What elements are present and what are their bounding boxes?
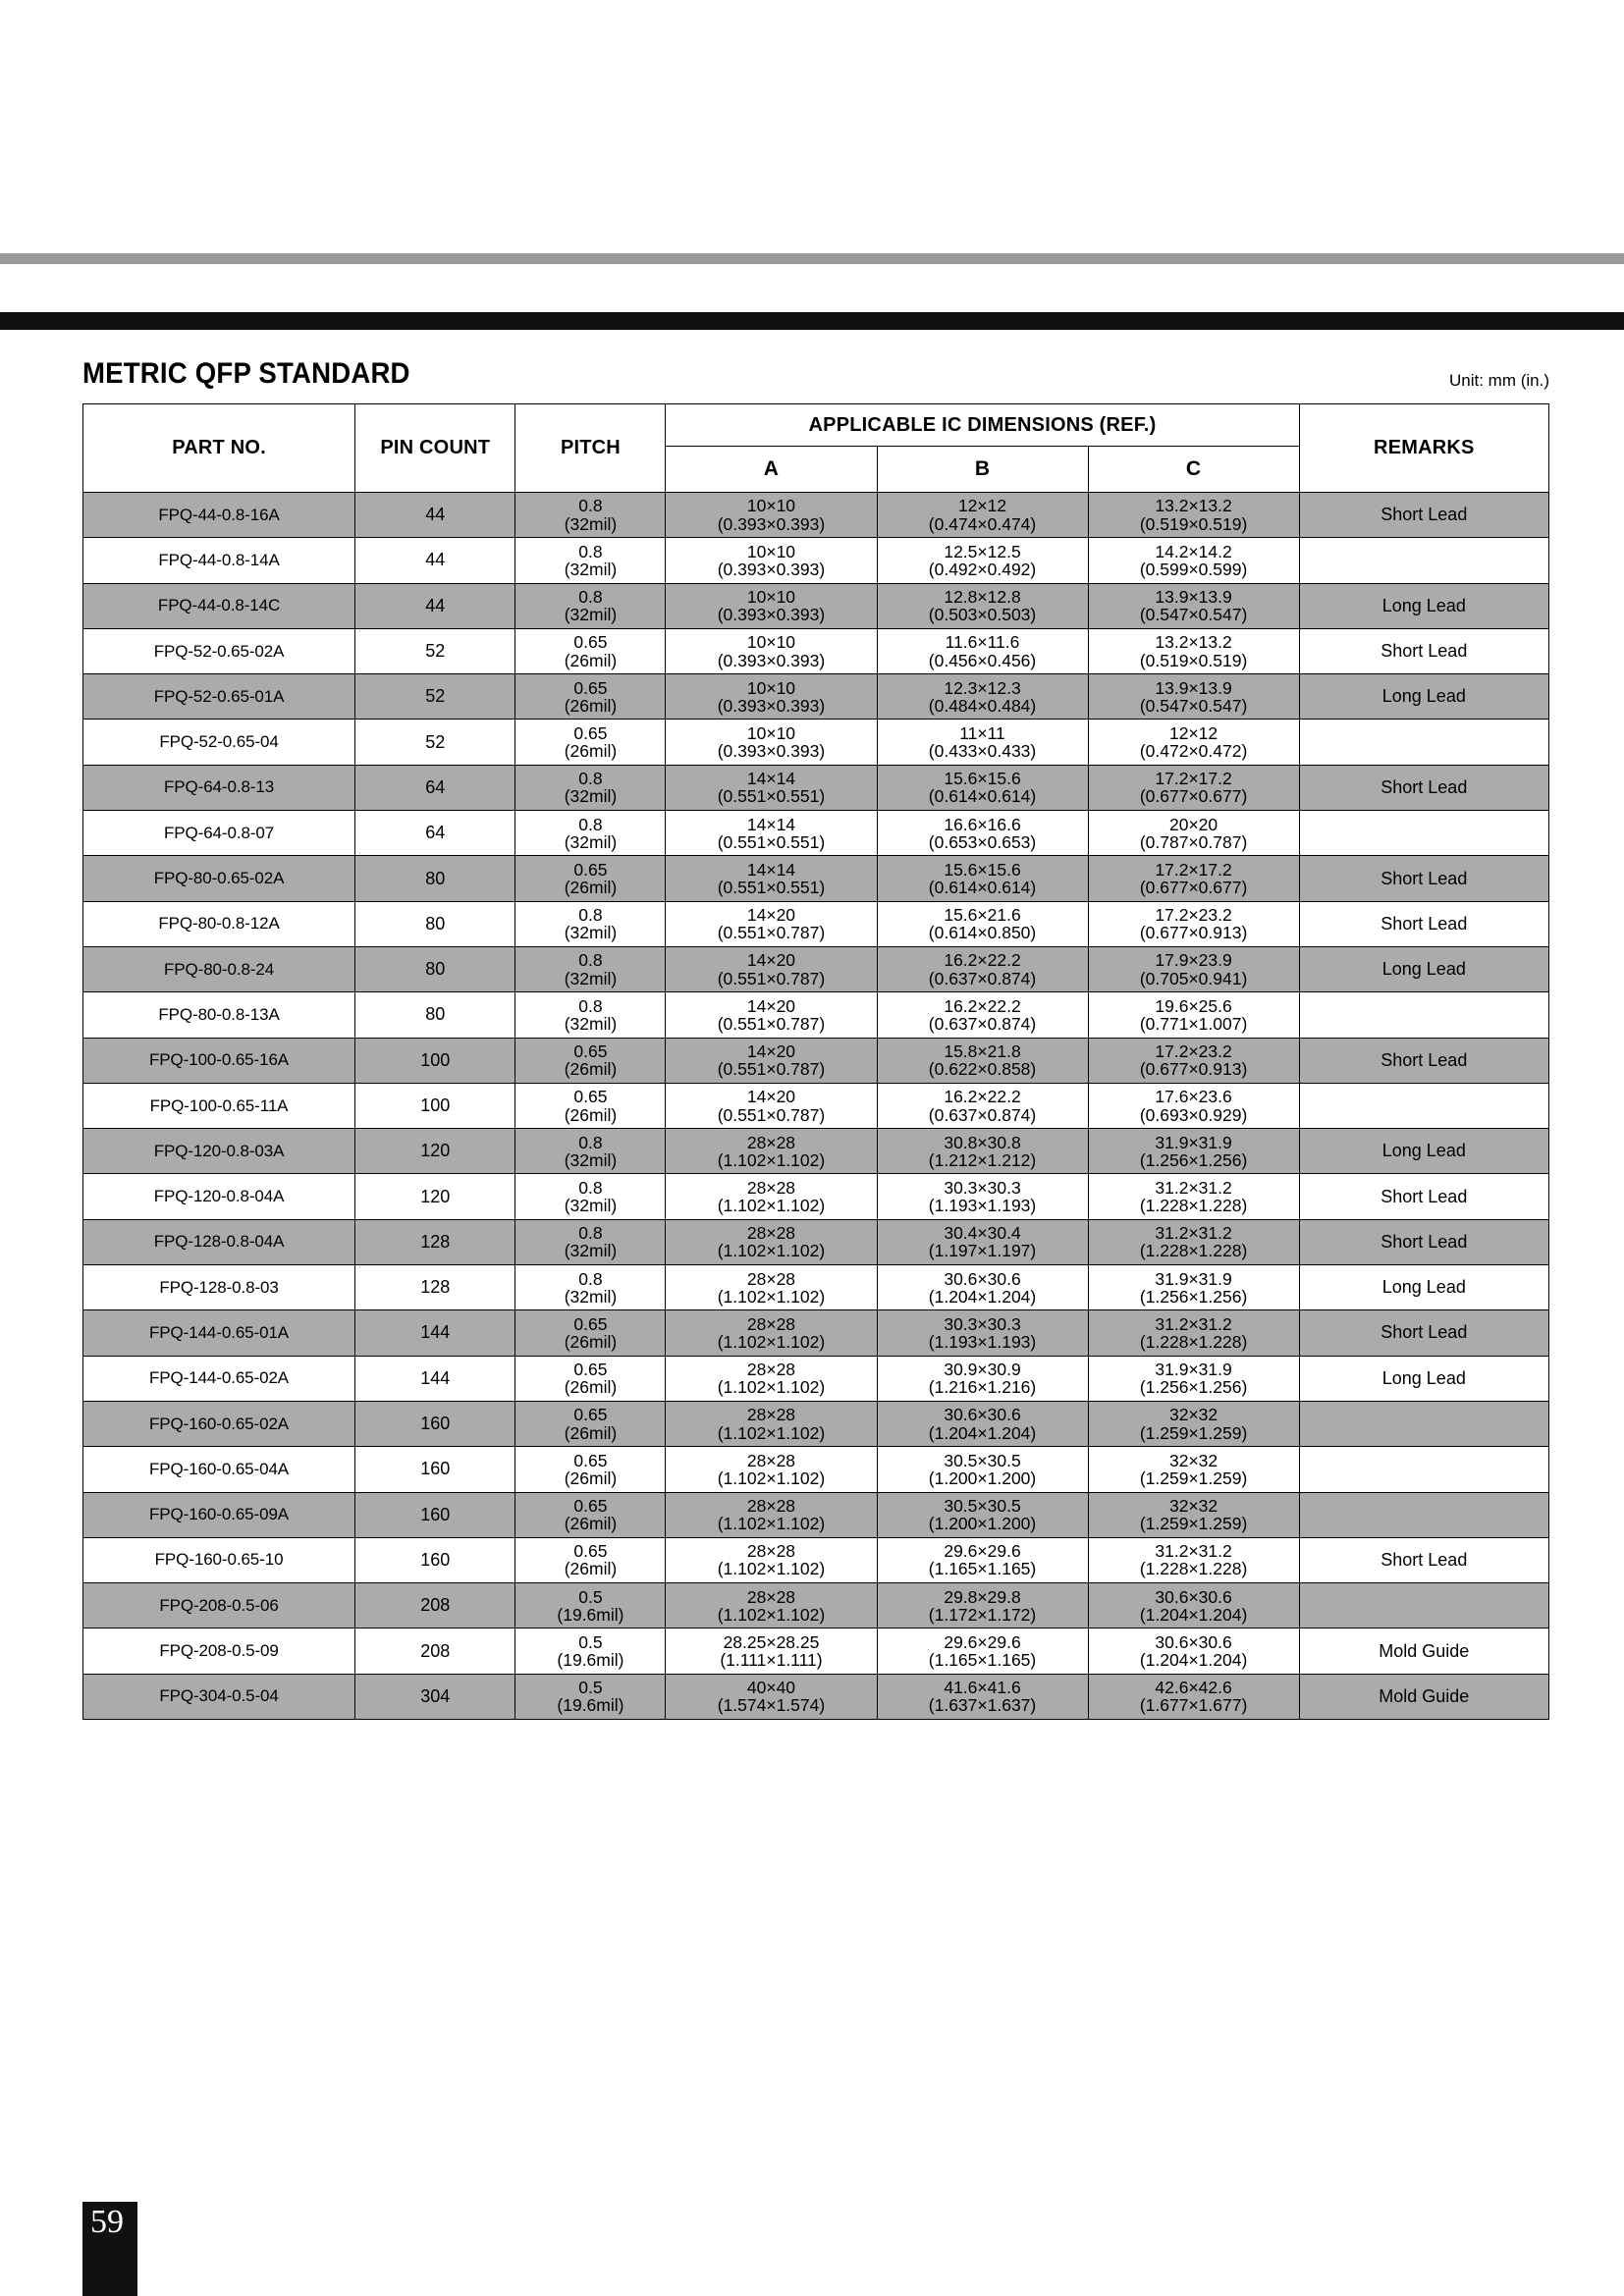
page-number: 59	[90, 2204, 124, 2240]
cell-dim-c: 17.2×17.2 (0.677×0.677)	[1088, 856, 1299, 901]
cell-dim-b: 15.6×21.6 (0.614×0.850)	[877, 901, 1088, 946]
top-black-rule	[0, 312, 1624, 330]
cell-part-no: FPQ-160-0.65-02A	[83, 1401, 355, 1446]
cell-remarks: Short Lead	[1299, 901, 1548, 946]
cell-pitch: 0.65 (26mil)	[515, 720, 666, 765]
cell-dim-b: 15.8×21.8 (0.622×0.858)	[877, 1038, 1088, 1083]
cell-dim-c: 32×32 (1.259×1.259)	[1088, 1492, 1299, 1537]
cell-dim-a: 10×10 (0.393×0.393)	[666, 628, 877, 673]
cell-dim-b: 16.6×16.6 (0.653×0.653)	[877, 811, 1088, 856]
cell-part-no: FPQ-208-0.5-06	[83, 1583, 355, 1629]
cell-pin-count: 80	[355, 992, 515, 1038]
table-row	[83, 720, 1549, 765]
table-row	[83, 1265, 1549, 1310]
table-row	[83, 901, 1549, 946]
cell-dim-b: 12.3×12.3 (0.484×0.484)	[877, 674, 1088, 720]
cell-remarks	[1299, 1492, 1548, 1537]
cell-part-no: FPQ-44-0.8-14C	[83, 583, 355, 628]
cell-dim-c: 13.2×13.2 (0.519×0.519)	[1088, 628, 1299, 673]
cell-pitch: 0.8 (32mil)	[515, 811, 666, 856]
cell-dim-c: 19.6×25.6 (0.771×1.007)	[1088, 992, 1299, 1038]
cell-pin-count: 120	[355, 1174, 515, 1219]
cell-part-no: FPQ-128-0.8-04A	[83, 1219, 355, 1264]
cell-part-no: FPQ-52-0.65-01A	[83, 674, 355, 720]
cell-pin-count: 208	[355, 1583, 515, 1629]
table-row	[83, 1447, 1549, 1492]
cell-dim-c: 17.6×23.6 (0.693×0.929)	[1088, 1083, 1299, 1128]
cell-dim-c: 31.2×31.2 (1.228×1.228)	[1088, 1219, 1299, 1264]
cell-pin-count: 44	[355, 493, 515, 538]
cell-part-no: FPQ-100-0.65-16A	[83, 1038, 355, 1083]
cell-pitch: 0.65 (26mil)	[515, 1310, 666, 1356]
cell-pin-count: 160	[355, 1401, 515, 1446]
cell-dim-a: 14×20 (0.551×0.787)	[666, 1083, 877, 1128]
cell-part-no: FPQ-80-0.8-24	[83, 946, 355, 991]
cell-pitch: 0.8 (32mil)	[515, 1129, 666, 1174]
cell-dim-b: 30.3×30.3 (1.193×1.193)	[877, 1310, 1088, 1356]
cell-dim-b: 16.2×22.2 (0.637×0.874)	[877, 992, 1088, 1038]
cell-pitch: 0.5 (19.6mil)	[515, 1583, 666, 1629]
cell-dim-c: 13.2×13.2 (0.519×0.519)	[1088, 493, 1299, 538]
cell-part-no: FPQ-160-0.65-09A	[83, 1492, 355, 1537]
page-number-tab	[82, 2202, 137, 2296]
cell-dim-b: 30.5×30.5 (1.200×1.200)	[877, 1492, 1088, 1537]
cell-remarks: Mold Guide	[1299, 1674, 1548, 1719]
cell-dim-a: 28×28 (1.102×1.102)	[666, 1447, 877, 1492]
cell-part-no: FPQ-120-0.8-04A	[83, 1174, 355, 1219]
cell-part-no: FPQ-100-0.65-11A	[83, 1083, 355, 1128]
cell-pitch: 0.8 (32mil)	[515, 493, 666, 538]
cell-dim-c: 20×20 (0.787×0.787)	[1088, 811, 1299, 856]
cell-part-no: FPQ-44-0.8-14A	[83, 538, 355, 583]
cell-remarks	[1299, 1401, 1548, 1446]
table-row	[83, 1219, 1549, 1264]
qfp-standard-table	[82, 403, 1549, 1720]
cell-dim-b: 30.4×30.4 (1.197×1.197)	[877, 1219, 1088, 1264]
table-row	[83, 1038, 1549, 1083]
cell-pitch: 0.8 (32mil)	[515, 538, 666, 583]
cell-pin-count: 128	[355, 1219, 515, 1264]
cell-dim-a: 28×28 (1.102×1.102)	[666, 1219, 877, 1264]
cell-dim-c: 31.9×31.9 (1.256×1.256)	[1088, 1356, 1299, 1401]
col-header-dim-b: B	[877, 447, 1088, 493]
cell-remarks: Short Lead	[1299, 1174, 1548, 1219]
cell-dim-c: 12×12 (0.472×0.472)	[1088, 720, 1299, 765]
cell-dim-b: 30.6×30.6 (1.204×1.204)	[877, 1401, 1088, 1446]
cell-dim-b: 30.6×30.6 (1.204×1.204)	[877, 1265, 1088, 1310]
cell-dim-a: 28×28 (1.102×1.102)	[666, 1129, 877, 1174]
cell-pitch: 0.65 (26mil)	[515, 856, 666, 901]
cell-part-no: FPQ-80-0.8-12A	[83, 901, 355, 946]
table-header	[83, 404, 1549, 493]
cell-dim-c: 17.9×23.9 (0.705×0.941)	[1088, 946, 1299, 991]
top-gray-rule	[0, 253, 1624, 264]
cell-pitch: 0.5 (19.6mil)	[515, 1629, 666, 1674]
cell-part-no: FPQ-304-0.5-04	[83, 1674, 355, 1719]
cell-remarks	[1299, 992, 1548, 1038]
cell-part-no: FPQ-52-0.65-04	[83, 720, 355, 765]
cell-pin-count: 160	[355, 1447, 515, 1492]
cell-dim-b: 30.3×30.3 (1.193×1.193)	[877, 1174, 1088, 1219]
cell-pin-count: 44	[355, 583, 515, 628]
cell-dim-c: 31.2×31.2 (1.228×1.228)	[1088, 1310, 1299, 1356]
cell-dim-a: 10×10 (0.393×0.393)	[666, 720, 877, 765]
cell-remarks: Long Lead	[1299, 1129, 1548, 1174]
cell-pitch: 0.5 (19.6mil)	[515, 1674, 666, 1719]
cell-pitch: 0.65 (26mil)	[515, 1083, 666, 1128]
cell-dim-c: 14.2×14.2 (0.599×0.599)	[1088, 538, 1299, 583]
table-row	[83, 1629, 1549, 1674]
cell-part-no: FPQ-144-0.65-01A	[83, 1310, 355, 1356]
cell-pitch: 0.65 (26mil)	[515, 674, 666, 720]
cell-dim-a: 10×10 (0.393×0.393)	[666, 674, 877, 720]
cell-remarks: Long Lead	[1299, 674, 1548, 720]
cell-remarks	[1299, 1083, 1548, 1128]
cell-part-no: FPQ-64-0.8-13	[83, 765, 355, 810]
cell-dim-b: 16.2×22.2 (0.637×0.874)	[877, 946, 1088, 991]
cell-remarks: Short Lead	[1299, 628, 1548, 673]
cell-dim-a: 14×20 (0.551×0.787)	[666, 946, 877, 991]
cell-remarks: Short Lead	[1299, 1219, 1548, 1264]
cell-pin-count: 52	[355, 628, 515, 673]
table-row	[83, 1174, 1549, 1219]
cell-dim-a: 10×10 (0.393×0.393)	[666, 583, 877, 628]
cell-dim-a: 14×20 (0.551×0.787)	[666, 992, 877, 1038]
cell-remarks	[1299, 720, 1548, 765]
cell-remarks: Long Lead	[1299, 1356, 1548, 1401]
cell-pitch: 0.65 (26mil)	[515, 1492, 666, 1537]
cell-dim-c: 17.2×23.2 (0.677×0.913)	[1088, 901, 1299, 946]
cell-pitch: 0.65 (26mil)	[515, 1537, 666, 1582]
cell-remarks: Short Lead	[1299, 765, 1548, 810]
cell-dim-b: 12×12 (0.474×0.474)	[877, 493, 1088, 538]
cell-pitch: 0.8 (32mil)	[515, 992, 666, 1038]
table-row	[83, 1583, 1549, 1629]
table-row	[83, 1083, 1549, 1128]
table-row	[83, 1492, 1549, 1537]
cell-part-no: FPQ-64-0.8-07	[83, 811, 355, 856]
cell-part-no: FPQ-44-0.8-16A	[83, 493, 355, 538]
cell-dim-b: 41.6×41.6 (1.637×1.637)	[877, 1674, 1088, 1719]
cell-dim-b: 11×11 (0.433×0.433)	[877, 720, 1088, 765]
cell-part-no: FPQ-80-0.8-13A	[83, 992, 355, 1038]
cell-remarks	[1299, 538, 1548, 583]
cell-pitch: 0.8 (32mil)	[515, 1219, 666, 1264]
cell-remarks: Long Lead	[1299, 583, 1548, 628]
cell-pin-count: 44	[355, 538, 515, 583]
header-area	[82, 357, 1549, 397]
cell-dim-c: 30.6×30.6 (1.204×1.204)	[1088, 1629, 1299, 1674]
cell-pin-count: 208	[355, 1629, 515, 1674]
cell-dim-c: 13.9×13.9 (0.547×0.547)	[1088, 674, 1299, 720]
cell-part-no: FPQ-144-0.65-02A	[83, 1356, 355, 1401]
cell-pitch: 0.8 (32mil)	[515, 1174, 666, 1219]
cell-pin-count: 160	[355, 1492, 515, 1537]
cell-pin-count: 304	[355, 1674, 515, 1719]
cell-dim-a: 14×20 (0.551×0.787)	[666, 901, 877, 946]
cell-part-no: FPQ-160-0.65-04A	[83, 1447, 355, 1492]
cell-dim-a: 40×40 (1.574×1.574)	[666, 1674, 877, 1719]
table-row	[83, 493, 1549, 538]
cell-pitch: 0.8 (32mil)	[515, 946, 666, 991]
cell-dim-a: 14×20 (0.551×0.787)	[666, 1038, 877, 1083]
cell-dim-a: 14×14 (0.551×0.551)	[666, 765, 877, 810]
cell-pitch: 0.65 (26mil)	[515, 1038, 666, 1083]
col-header-remarks: REMARKS	[1299, 404, 1548, 493]
cell-pin-count: 64	[355, 811, 515, 856]
table-row	[83, 1129, 1549, 1174]
cell-pin-count: 52	[355, 674, 515, 720]
cell-pitch: 0.8 (32mil)	[515, 1265, 666, 1310]
table-row	[83, 583, 1549, 628]
cell-dim-a: 14×14 (0.551×0.551)	[666, 811, 877, 856]
cell-dim-b: 30.8×30.8 (1.212×1.212)	[877, 1129, 1088, 1174]
cell-remarks: Short Lead	[1299, 1310, 1548, 1356]
cell-dim-a: 10×10 (0.393×0.393)	[666, 538, 877, 583]
page-title: METRIC QFP STANDARD	[82, 357, 410, 390]
cell-dim-b: 11.6×11.6 (0.456×0.456)	[877, 628, 1088, 673]
cell-dim-b: 12.5×12.5 (0.492×0.492)	[877, 538, 1088, 583]
cell-pin-count: 128	[355, 1265, 515, 1310]
table-row	[83, 811, 1549, 856]
cell-dim-a: 28×28 (1.102×1.102)	[666, 1492, 877, 1537]
cell-dim-a: 28×28 (1.102×1.102)	[666, 1174, 877, 1219]
cell-pin-count: 80	[355, 901, 515, 946]
table-row	[83, 1537, 1549, 1582]
table-row	[83, 1401, 1549, 1446]
cell-dim-b: 30.5×30.5 (1.200×1.200)	[877, 1447, 1088, 1492]
cell-dim-a: 14×14 (0.551×0.551)	[666, 856, 877, 901]
cell-dim-b: 12.8×12.8 (0.503×0.503)	[877, 583, 1088, 628]
cell-dim-a: 10×10 (0.393×0.393)	[666, 493, 877, 538]
col-header-dim-a: A	[666, 447, 877, 493]
cell-remarks: Short Lead	[1299, 1537, 1548, 1582]
cell-part-no: FPQ-80-0.65-02A	[83, 856, 355, 901]
table-row	[83, 538, 1549, 583]
cell-pin-count: 52	[355, 720, 515, 765]
cell-remarks	[1299, 1583, 1548, 1629]
table-row	[83, 1310, 1549, 1356]
cell-remarks: Short Lead	[1299, 493, 1548, 538]
table-row	[83, 765, 1549, 810]
cell-dim-b: 15.6×15.6 (0.614×0.614)	[877, 856, 1088, 901]
cell-pin-count: 120	[355, 1129, 515, 1174]
cell-dim-c: 17.2×17.2 (0.677×0.677)	[1088, 765, 1299, 810]
col-header-part-no: PART NO.	[83, 404, 355, 493]
cell-pitch: 0.8 (32mil)	[515, 583, 666, 628]
cell-remarks: Long Lead	[1299, 946, 1548, 991]
cell-remarks: Short Lead	[1299, 1038, 1548, 1083]
cell-pitch: 0.8 (32mil)	[515, 901, 666, 946]
cell-dim-c: 31.9×31.9 (1.256×1.256)	[1088, 1265, 1299, 1310]
cell-part-no: FPQ-52-0.65-02A	[83, 628, 355, 673]
cell-remarks: Long Lead	[1299, 1265, 1548, 1310]
table-body	[83, 493, 1549, 1720]
cell-dim-c: 32×32 (1.259×1.259)	[1088, 1401, 1299, 1446]
cell-pin-count: 100	[355, 1083, 515, 1128]
cell-pitch: 0.65 (26mil)	[515, 628, 666, 673]
col-header-dim-c: C	[1088, 447, 1299, 493]
table-row	[83, 628, 1549, 673]
cell-pitch: 0.8 (32mil)	[515, 765, 666, 810]
table-row	[83, 946, 1549, 991]
cell-pin-count: 144	[355, 1356, 515, 1401]
cell-part-no: FPQ-208-0.5-09	[83, 1629, 355, 1674]
cell-dim-c: 31.9×31.9 (1.256×1.256)	[1088, 1129, 1299, 1174]
cell-pin-count: 80	[355, 946, 515, 991]
cell-part-no: FPQ-128-0.8-03	[83, 1265, 355, 1310]
cell-part-no: FPQ-160-0.65-10	[83, 1537, 355, 1582]
cell-dim-a: 28.25×28.25 (1.111×1.111)	[666, 1629, 877, 1674]
table-row	[83, 1356, 1549, 1401]
cell-dim-b: 15.6×15.6 (0.614×0.614)	[877, 765, 1088, 810]
cell-pin-count: 80	[355, 856, 515, 901]
cell-remarks	[1299, 811, 1548, 856]
cell-dim-c: 32×32 (1.259×1.259)	[1088, 1447, 1299, 1492]
cell-dim-c: 17.2×23.2 (0.677×0.913)	[1088, 1038, 1299, 1083]
cell-dim-a: 28×28 (1.102×1.102)	[666, 1356, 877, 1401]
col-header-pin-count: PIN COUNT	[355, 404, 515, 493]
cell-dim-c: 31.2×31.2 (1.228×1.228)	[1088, 1537, 1299, 1582]
cell-pin-count: 160	[355, 1537, 515, 1582]
cell-dim-c: 42.6×42.6 (1.677×1.677)	[1088, 1674, 1299, 1719]
cell-pin-count: 64	[355, 765, 515, 810]
cell-pin-count: 144	[355, 1310, 515, 1356]
cell-dim-b: 29.6×29.6 (1.165×1.165)	[877, 1629, 1088, 1674]
cell-pitch: 0.65 (26mil)	[515, 1401, 666, 1446]
table-row	[83, 1674, 1549, 1719]
cell-part-no: FPQ-120-0.8-03A	[83, 1129, 355, 1174]
cell-dim-c: 30.6×30.6 (1.204×1.204)	[1088, 1583, 1299, 1629]
cell-dim-b: 30.9×30.9 (1.216×1.216)	[877, 1356, 1088, 1401]
cell-dim-a: 28×28 (1.102×1.102)	[666, 1310, 877, 1356]
cell-dim-c: 13.9×13.9 (0.547×0.547)	[1088, 583, 1299, 628]
unit-note: Unit: mm (in.)	[1449, 371, 1549, 390]
cell-dim-a: 28×28 (1.102×1.102)	[666, 1583, 877, 1629]
cell-pitch: 0.65 (26mil)	[515, 1356, 666, 1401]
table-row	[83, 674, 1549, 720]
cell-pin-count: 100	[355, 1038, 515, 1083]
table-row	[83, 856, 1549, 901]
table-row	[83, 992, 1549, 1038]
cell-dim-b: 29.8×29.8 (1.172×1.172)	[877, 1583, 1088, 1629]
cell-dim-a: 28×28 (1.102×1.102)	[666, 1401, 877, 1446]
cell-dim-c: 31.2×31.2 (1.228×1.228)	[1088, 1174, 1299, 1219]
cell-dim-a: 28×28 (1.102×1.102)	[666, 1537, 877, 1582]
col-header-applicable-ic-dimensions: APPLICABLE IC DIMENSIONS (REF.)	[666, 404, 1299, 447]
cell-dim-b: 29.6×29.6 (1.165×1.165)	[877, 1537, 1088, 1582]
cell-remarks: Mold Guide	[1299, 1629, 1548, 1674]
cell-dim-a: 28×28 (1.102×1.102)	[666, 1265, 877, 1310]
cell-pitch: 0.65 (26mil)	[515, 1447, 666, 1492]
cell-dim-b: 16.2×22.2 (0.637×0.874)	[877, 1083, 1088, 1128]
cell-remarks	[1299, 1447, 1548, 1492]
cell-remarks: Short Lead	[1299, 856, 1548, 901]
col-header-pitch: PITCH	[515, 404, 666, 493]
